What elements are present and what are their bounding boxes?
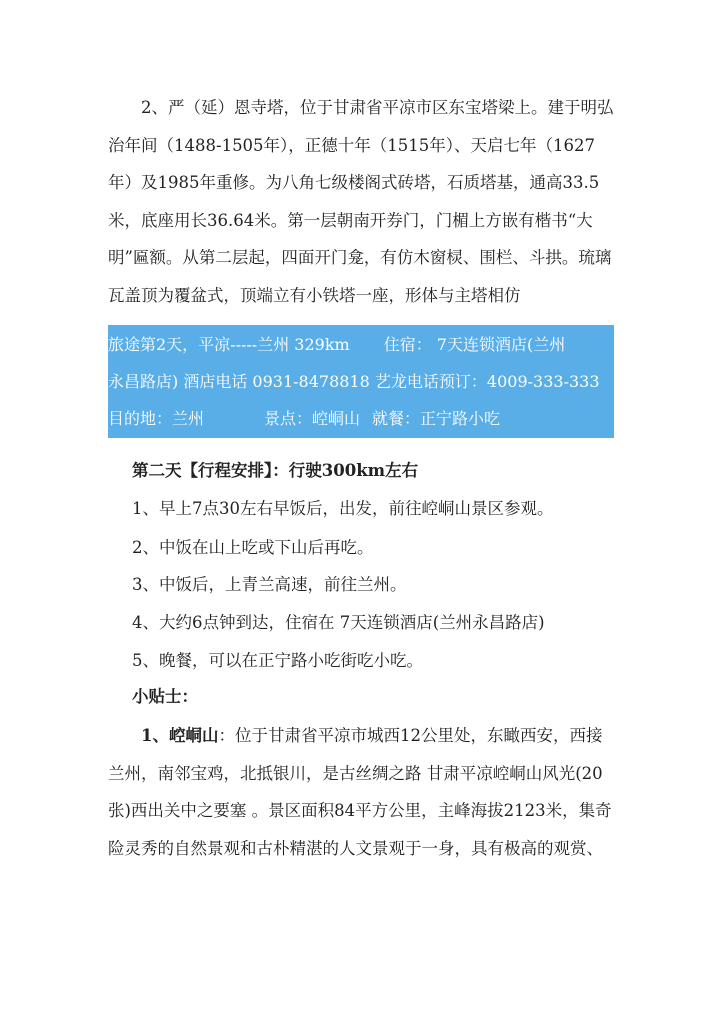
info-line-route xyxy=(108,326,565,363)
schedule-item: 1、早上7点30左右早饭后，出发，前往崆峒山景区参观。 xyxy=(132,499,554,518)
schedule-item: 2、中饭在山上吃或下山后再吃。 xyxy=(132,538,374,557)
lodging-text: 住宿： 7天连锁酒店(兰州 xyxy=(383,335,566,354)
tips-item-1-body: ：位于甘肃省平凉市城西12公里处，东瞰西安，西接兰州，南邻宝鸡，北抵银川，是古丝绸之路 甘肃平凉崆峒山风光(20张)西出关中之要塞 。景区面积84平方公里，主峰海拔2123米，集奇险灵秀的自然景观和古朴精湛的人文景观于一身，具有极高的观赏、 xyxy=(108,726,612,858)
hotel-phone-text: 酒店电话 0931-8478818 xyxy=(183,372,370,391)
scenic-text: 景点：崆峒山 xyxy=(264,409,361,428)
meal-text: 就餐：正宁路小吃 xyxy=(372,409,501,428)
info-line-destination xyxy=(108,400,500,437)
tips-heading: 小贴士： xyxy=(132,687,198,706)
itinerary-info-box xyxy=(108,325,614,438)
schedule-item: 4、大约6点钟到达，住宿在 7天连锁酒店(兰州永昌路店) xyxy=(132,613,545,632)
schedule-item: 3、中饭后，上青兰高速，前往兰州。 xyxy=(132,575,407,594)
intro-paragraph: 2、严（延）恩寺塔，位于甘肃省平凉市区东宝塔梁上。建于明弘治年间（1488-1505年），正德十年（1515年）、天启七年（1627年）及1985年重修。为八角七级楼阁式砖塔，石质塔基，通高33.5米，底座用长36.64米。第一层朝南开券门，门楣上方嵌有楷书“大明”匾额。从第二层起，四面开门龛，有仿木窗棂、围栏、斗拱。琉璃瓦盖顶为覆盆式，顶端立有小铁塔一座，形体与主塔相仿 xyxy=(108,98,614,305)
info-line-phones xyxy=(108,363,600,400)
tips-item-1 xyxy=(108,717,614,867)
schedule-heading: 第二天【行程安排】：行驶300km左右 xyxy=(132,461,419,480)
schedule-item: 5、晚餐，可以在正宁路小吃街吃小吃。 xyxy=(132,651,423,670)
destination-text: 目的地：兰州 xyxy=(108,409,205,428)
booking-phone-text: 艺龙电话预订：4009-333-333 xyxy=(374,372,600,391)
lodging-cont-text: 永昌路店) xyxy=(108,372,179,391)
day-route-text: 旅途第2天，平凉-----兰州 329km xyxy=(108,335,350,354)
tips-item-1-title: 1、崆峒山 xyxy=(141,726,219,745)
